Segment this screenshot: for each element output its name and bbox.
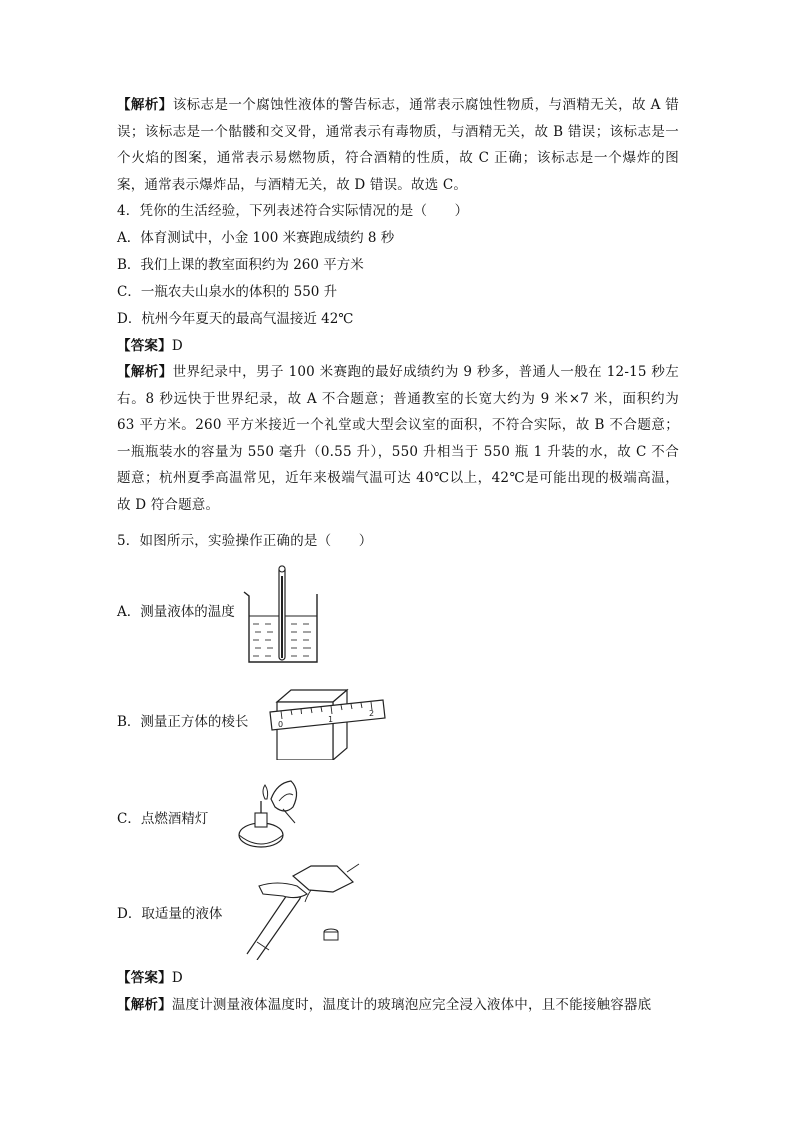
pour-liquid-figure xyxy=(237,862,367,960)
answer-value: D xyxy=(171,970,183,986)
question-5-option-b xyxy=(117,682,679,762)
question-5-stem: 5．如图所示，实验操作正确的是（ ） xyxy=(117,533,373,549)
answer-value: D xyxy=(171,338,183,354)
analysis-q5 xyxy=(117,992,679,1019)
analysis-q4 xyxy=(117,359,679,518)
cube-ruler-figure xyxy=(267,682,387,760)
question-5-option-d xyxy=(117,862,679,962)
analysis-text: 世界纪录中，男子 100 米赛跑的最好成绩约为 9 秒多，普通人一般在 12-15 秒左右。8 秒远快于世界纪录，故 A 不合题意；普通教室的长宽大约为 9 米×7 米，面积约为 63 平方米。260 平方米接近一个礼堂或大型会议室的面积，不符合实际，故 B 不合题意；一瓶瓶装水的容量为 550 毫升（0.55 升），550 升相当于 550 瓶 1 升装的水，故 C 不合题意；杭州夏季高温常见，近年来极端气温可达 40℃以上，42℃是可能出现的极端高温，故 D 符合题意。 xyxy=(117,364,679,513)
option-c-label: C．点燃酒精灯 xyxy=(117,811,209,827)
ruler-tick-0: 0 xyxy=(278,720,284,729)
analysis-tag: 【解析】 xyxy=(117,97,173,113)
answer-q5 xyxy=(117,965,183,992)
analysis-text: 温度计测量液体温度时，温度计的玻璃泡应完全浸入液体中，且不能接触容器底 xyxy=(171,997,652,1013)
question-4-option-a: A．体育测试中，小金 100 米赛跑成绩约 8 秒 xyxy=(117,230,395,246)
question-5-option-c xyxy=(117,777,679,857)
ruler-tick-2: 2 xyxy=(369,709,375,718)
option-d-label: D．取适量的液体 xyxy=(117,906,223,922)
answer-tag: 【答案】 xyxy=(117,970,172,986)
question-5-option-a xyxy=(117,562,679,672)
option-b-label: B．测量正方体的棱长 xyxy=(117,714,249,730)
analysis-tag: 【解析】 xyxy=(117,364,173,380)
question-4-stem: 4．凭你的生活经验，下列表述符合实际情况的是（ ） xyxy=(117,203,469,219)
answer-q4 xyxy=(117,333,183,360)
question-4-option-d: D．杭州今年夏天的最高气温接近 42℃ xyxy=(117,311,354,327)
option-a-label: A．测量液体的温度 xyxy=(117,604,235,620)
analysis-text: 该标志是一个腐蚀性液体的警告标志，通常表示腐蚀性物质，与酒精无关，故 A 错误；该标志是一个骷髅和交叉骨，通常表示有毒物质，与酒精无关，故 B 错误；该标志是一个火焰的图案，通常表示易燃物质，符合酒精的性质，故 C 正确；该标志是一个爆炸的图案，通常表示爆炸品，与酒精无关，故 D 错误。故选 C。 xyxy=(117,97,679,193)
answer-tag: 【答案】 xyxy=(117,338,172,354)
question-4-option-b: B．我们上课的教室面积约为 260 平方米 xyxy=(117,257,364,273)
analysis-tag: 【解析】 xyxy=(117,997,172,1013)
question-4-option-c: C．一瓶农夫山泉水的体积的 550 升 xyxy=(117,284,338,300)
alcohol-lamp-figure xyxy=(229,777,309,855)
ruler-tick-1: 1 xyxy=(328,715,334,724)
beaker-thermometer-figure xyxy=(241,562,321,666)
analysis-q3 xyxy=(117,92,679,198)
